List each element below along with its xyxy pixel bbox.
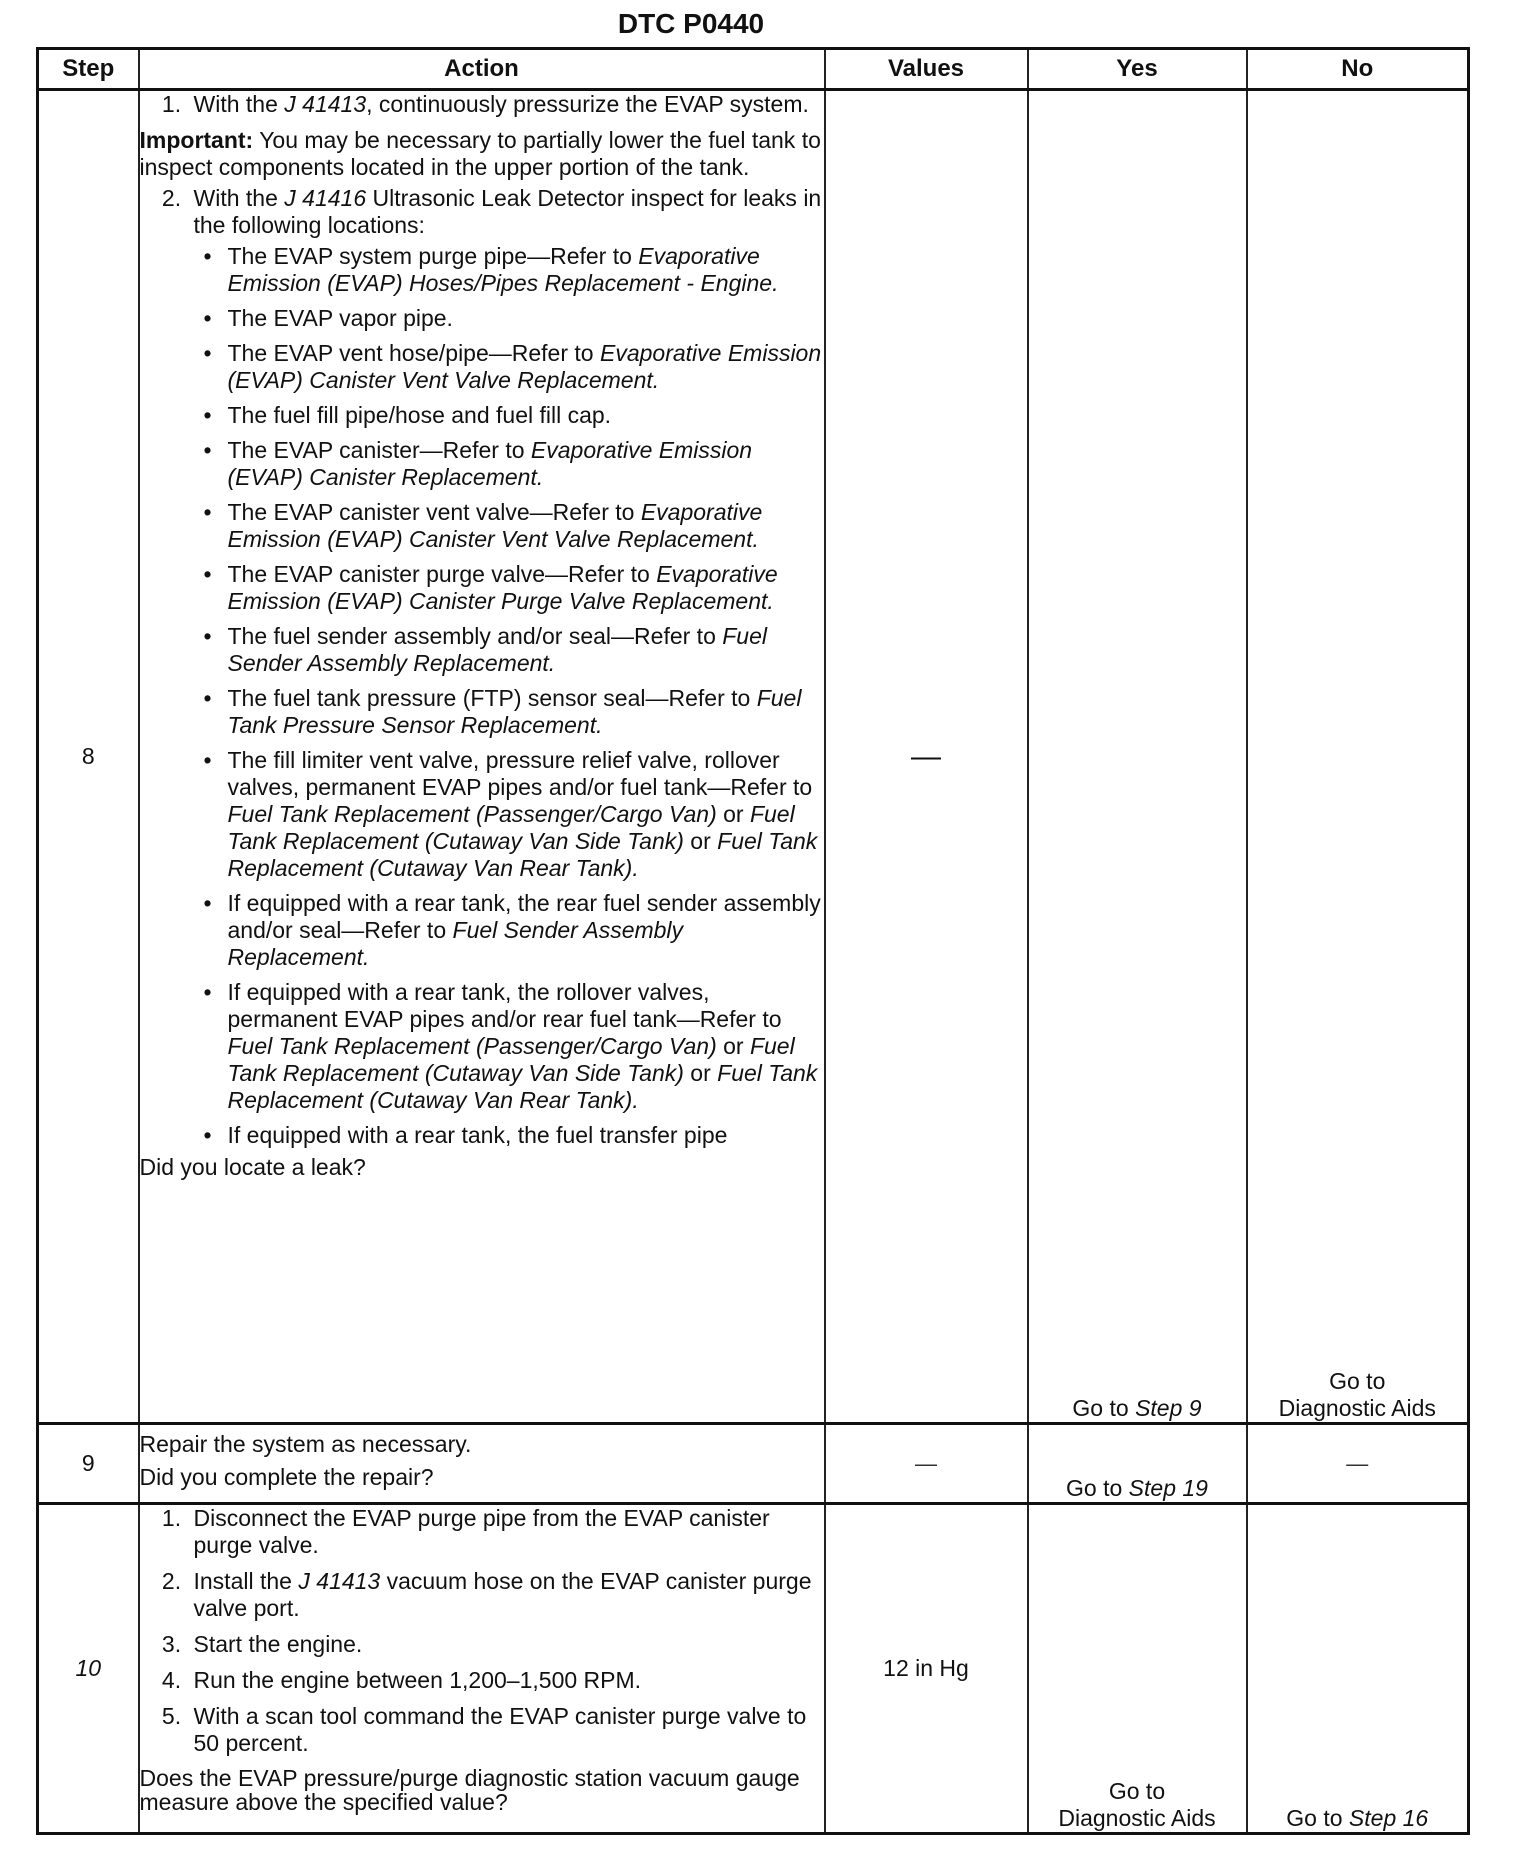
yes-cell: Go to Step 19	[1028, 1424, 1247, 1504]
step-ref: Step 19	[1128, 1475, 1208, 1501]
list-item: • The EVAP system purge pipe—Refer to Evaporative Emission (EVAP) Hoses/Pipes Replacement - Engine.	[228, 243, 824, 297]
action-step-2: 2. With the J 41416 Ultrasonic Leak Detector inspect for leaks in the following locations: • The EVAP system purge pipe—Refer to Evaporative Emission (EVAP) Hoses/Pipes Replacement - Engine. • The EVAP vapor pipe. • The EVAP vent hose/pipe—Refer to Evaporative Emission (EVAP) Canister Vent Valve Replacement. • The fuel fill pipe/hose and fuel fill cap. • The EVAP canister—Refer to Evaporative Emission (EVAP) Canister Replacement. • The EVAP canister vent valve—Refer to Evaporative Emission (EVAP) Canister Vent Valve Replacement. • The EVAP canister purge valve—Refer to Evaporative Emission (EVAP) Canister Purge Valve Replacement. • The fuel sender assembly and/or seal—Refer to Fuel Sender Assembly Replacement. • The fuel tank pressure (FTP) sensor seal—Refer to Fuel Tank Pressure Sensor Replacement. • The fill limiter vent valve, pressure relief valve, rollover valves, permanent EVAP pipes and/or fuel tank—Refer to Fuel Tank Replacement (Passenger/Cargo Van) or Fuel Tank Replacement (Cutaway Van Side Tank) or Fuel Tank Replacement (Cutaway Van Rear Tank). • If equipped with a rear tank, the rear fuel sender assembly and/or seal—Refer to Fuel Sender Assembly Replacement. • If equipped with a rear tank, the rollover valves, permanent EVAP pipes and/or rear fuel tank—Refer to Fuel Tank Replacement (Passenger/Cargo Van) or Fuel Tank Replacement (Cutaway Van Side Tank) or Fuel Tank Replacement (Cutaway Van Rear Tank). • If equipped with a rear tank, the fuel transfer pipe	[188, 185, 824, 1149]
tool-ref: J 41416	[284, 185, 367, 211]
procedure-ref: Fuel Tank Replacement (Cutaway Van Side Tank)	[227, 801, 795, 854]
header-row	[38, 49, 1469, 90]
header-values: Values	[825, 49, 1028, 90]
action-steps-cont	[140, 185, 824, 1149]
action-text: Repair the system as necessary.	[139, 1431, 472, 1457]
important-note: Important: You may be necessary to partially lower the fuel tank to inspect components located in the upper portion of the tank.	[139, 127, 821, 180]
action-steps	[140, 1505, 824, 1757]
procedure-ref: Evaporative Emission (EVAP) Canister Purge Valve Replacement.	[227, 561, 778, 614]
procedure-ref: Fuel Tank Replacement (Passenger/Cargo Van)	[227, 1033, 717, 1059]
action-steps	[140, 91, 824, 118]
no-cell: —	[1247, 1424, 1469, 1504]
step-ref: Step 16	[1348, 1805, 1429, 1831]
table-row-step-8	[38, 90, 1469, 1424]
list-item: • The EVAP vapor pipe.	[228, 305, 824, 332]
list-item: • The fill limiter vent valve, pressure relief valve, rollover valves, permanent EVAP pipes and/or fuel tank—Refer to Fuel Tank Replacement (Passenger/Cargo Van) or Fuel Tank Replacement (Cutaway Van Side Tank) or Fuel Tank Replacement (Cutaway Van Rear Tank).	[228, 747, 824, 882]
action-cell	[139, 1424, 825, 1504]
list-item: • The EVAP vent hose/pipe—Refer to Evaporative Emission (EVAP) Canister Vent Valve Replacement.	[228, 340, 824, 394]
table-row-step-9	[38, 1424, 1469, 1504]
page-title: DTC P0440	[617, 8, 765, 39]
step-number: 9	[38, 1424, 139, 1504]
tool-ref: J 41413	[298, 1568, 381, 1594]
question: Did you complete the repair?	[139, 1464, 434, 1490]
list-item: • If equipped with a rear tank, the fuel transfer pipe	[228, 1122, 824, 1149]
header-no: No	[1247, 49, 1469, 90]
leak-locations-list	[194, 243, 824, 1149]
yes-cell: Go to Diagnostic Aids	[1028, 1504, 1247, 1834]
list-item: • If equipped with a rear tank, the rear fuel sender assembly and/or seal—Refer to Fuel Sender Assembly Replacement.	[228, 890, 824, 971]
header-step: Step	[38, 49, 139, 90]
list-item: • If equipped with a rear tank, the rollover valves, permanent EVAP pipes and/or rear fuel tank—Refer to Fuel Tank Replacement (Passenger/Cargo Van) or Fuel Tank Replacement (Cutaway Van Side Tank) or Fuel Tank Replacement (Cutaway Van Rear Tank).	[228, 979, 824, 1114]
question: Did you locate a leak?	[139, 1154, 366, 1180]
procedure-ref: Fuel Sender Assembly Replacement.	[227, 917, 684, 970]
procedure-ref: Fuel Tank Replacement (Cutaway Van Rear Tank).	[227, 828, 818, 881]
important-label: Important:	[139, 127, 254, 153]
question: Does the EVAP pressure/purge diagnostic station vacuum gauge measure above the specified value?	[139, 1765, 800, 1815]
list-item: • The EVAP canister vent valve—Refer to Evaporative Emission (EVAP) Canister Vent Valve Replacement.	[228, 499, 824, 553]
action-step-2: 2. Install the J 41413 vacuum hose on the EVAP canister purge valve port.	[188, 1568, 824, 1622]
list-item: • The EVAP canister purge valve—Refer to Evaporative Emission (EVAP) Canister Purge Valve Replacement.	[228, 561, 824, 615]
table-row-step-10	[38, 1504, 1469, 1834]
step-number: 10	[38, 1504, 139, 1834]
procedure-ref: Evaporative Emission (EVAP) Canister Vent Valve Replacement.	[227, 340, 822, 393]
list-item: • The EVAP canister—Refer to Evaporative Emission (EVAP) Canister Replacement.	[228, 437, 824, 491]
action-cell	[139, 1504, 825, 1834]
action-step-5: 5. With a scan tool command the EVAP canister purge valve to 50 percent.	[188, 1703, 824, 1757]
procedure-ref: Fuel Sender Assembly Replacement.	[227, 623, 767, 676]
value-cell: 12 in Hg	[825, 1504, 1028, 1834]
no-cell: Go to Step 16	[1247, 1504, 1469, 1834]
action-step-1: 1. With the J 41413, continuously pressurize the EVAP system.	[188, 91, 824, 118]
step-ref: Step 9	[1135, 1395, 1202, 1421]
action-step-3: 3. Start the engine.	[188, 1631, 824, 1658]
step-number: 8	[38, 90, 139, 1424]
tool-ref: J 41413	[284, 91, 367, 117]
list-item: • The fuel fill pipe/hose and fuel fill cap.	[228, 402, 824, 429]
procedure-ref: Fuel Tank Replacement (Cutaway Van Side Tank)	[227, 1033, 795, 1086]
no-cell: Go to Diagnostic Aids	[1247, 90, 1469, 1424]
value-cell: —	[825, 90, 1028, 1424]
list-item: • The fuel tank pressure (FTP) sensor seal—Refer to Fuel Tank Pressure Sensor Replacement.	[228, 685, 824, 739]
procedure-ref: Evaporative Emission (EVAP) Canister Replacement.	[227, 437, 753, 490]
action-step-1: 1. Disconnect the EVAP purge pipe from the EVAP canister purge valve.	[188, 1505, 824, 1559]
procedure-ref: Fuel Tank Replacement (Passenger/Cargo Van)	[227, 801, 717, 827]
procedure-ref: Fuel Tank Replacement (Cutaway Van Rear Tank).	[227, 1060, 818, 1113]
list-item: • The fuel sender assembly and/or seal—Refer to Fuel Sender Assembly Replacement.	[228, 623, 824, 677]
yes-cell: Go to Step 9	[1028, 90, 1247, 1424]
action-cell	[139, 90, 825, 1424]
dtc-table	[36, 47, 1470, 1835]
procedure-ref: Fuel Tank Pressure Sensor Replacement.	[227, 685, 802, 738]
procedure-ref: Evaporative Emission (EVAP) Hoses/Pipes Replacement - Engine.	[227, 243, 779, 296]
value-cell: —	[825, 1424, 1028, 1504]
header-yes: Yes	[1028, 49, 1247, 90]
action-step-4: 4. Run the engine between 1,200–1,500 RPM.	[188, 1667, 824, 1694]
header-action: Action	[139, 49, 825, 90]
procedure-ref: Evaporative Emission (EVAP) Canister Vent Valve Replacement.	[227, 499, 763, 552]
